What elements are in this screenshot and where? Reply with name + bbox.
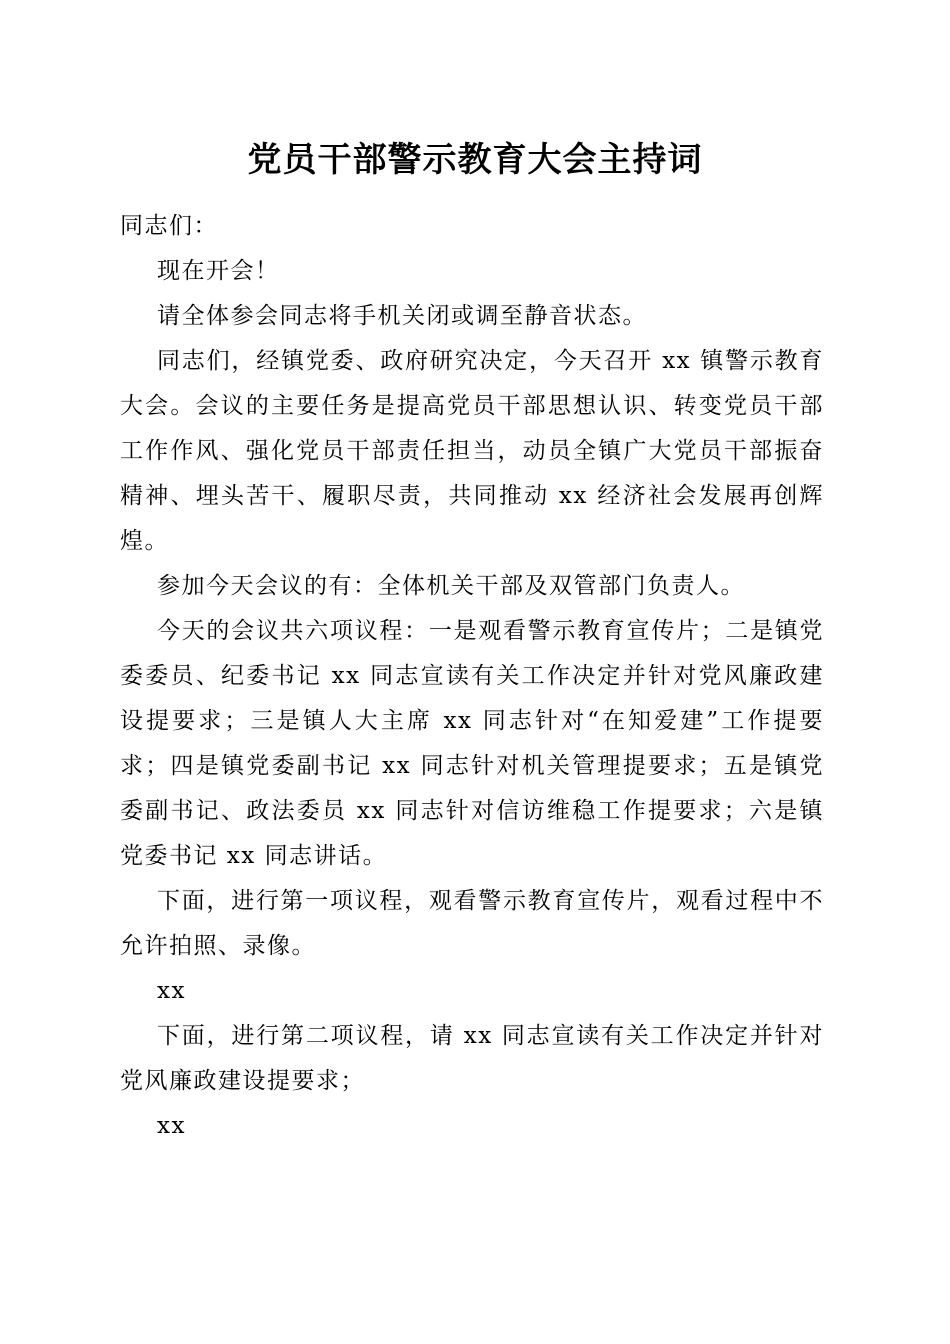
document-title: 党员干部警示教育大会主持词	[247, 140, 703, 180]
paragraph: 参加今天会议的有：全体机关干部及双管部门负责人。	[157, 573, 745, 599]
salutation: 同志们：	[120, 213, 218, 239]
paragraph: 请全体参会同志将手机关闭或调至静音状态。	[157, 303, 647, 329]
paragraph: 下面，进行第二项议程，请 xx 同志宣读有关工作决定并针对党风廉政建设提要求；	[120, 1023, 824, 1094]
paragraph: 今天的会议共六项议程：一是观看警示教育宣传片；二是镇党委委员、纪委书记 xx 同志宣读有关工作决定并针对党风廉政建设提要求；三是镇人大主席 xx 同志针对“在知爱建”工作提要求；四是镇党委副书记 xx 同志针对机关管理提要求；五是镇党委副书记、政法委员 xx 同志针对信访维稳工作提要求；六是镇党委书记 xx 同志讲话。	[120, 618, 824, 869]
paragraph: xx	[157, 1113, 186, 1139]
paragraph: 下面，进行第一项议程，观看警示教育宣传片，观看过程中不允许拍照、录像。	[120, 888, 824, 959]
document-body	[120, 204, 824, 1149]
paragraph: 同志们，经镇党委、政府研究决定，今天召开 xx 镇警示教育大会。会议的主要任务是提高党员干部思想认识、转变党员干部工作作风、强化党员干部责任担当，动员全镇广大党员干部振奋精神、埋头苦干、履职尽责，共同推动 xx 经济社会发展再创辉煌。	[120, 348, 824, 554]
paragraph: 现在开会！	[157, 258, 280, 284]
paragraph: xx	[157, 978, 186, 1004]
